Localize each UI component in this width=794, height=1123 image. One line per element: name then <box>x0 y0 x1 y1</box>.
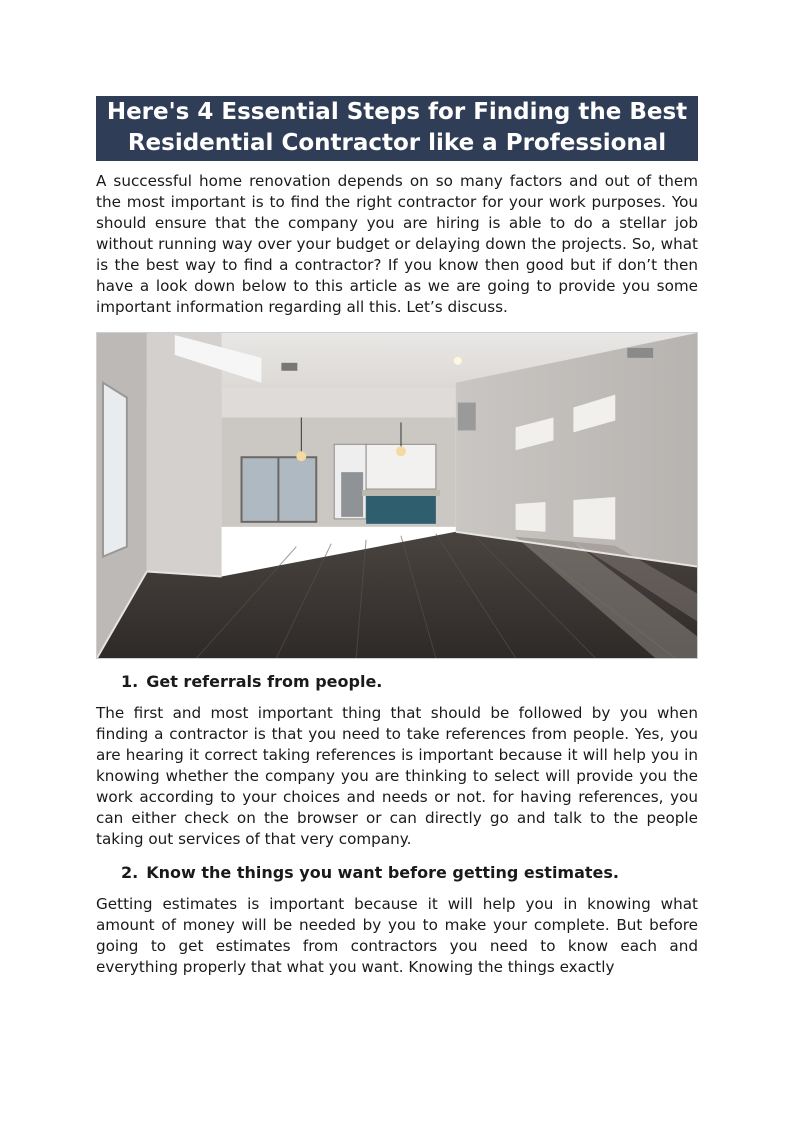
step-2-body: Getting estimates is important because it will help you in knowing what amount of money will be needed by you to make your complete. But before going to get estimates from contractors you need to know each and everything properly that what you want. Knowing the things exactly <box>96 895 698 976</box>
page-title <box>96 96 698 161</box>
step-1-title: Get referrals from people. <box>146 672 383 691</box>
step-2-heading <box>121 862 698 884</box>
step-2-title: Know the things you want before getting estimates. <box>146 863 619 882</box>
step-2-number: 2. <box>121 863 139 882</box>
page-title-line-2: Residential Contractor like a Professional <box>127 130 667 156</box>
document-page <box>96 96 698 978</box>
step-1-body: The first and most important thing that should be followed by you when finding a contractor is that you need to take references from people. Yes, you are hearing it correct taking references is important because it will help you in knowing whether the company you are thinking to select will provide you the work according to your choices and needs or not. for having references, you can either check on the browser or can directly go and talk to the people taking out services of that very company. <box>96 704 698 848</box>
interior-photo-illustration <box>97 333 697 658</box>
step-1-heading <box>121 671 698 693</box>
step-1-number: 1. <box>121 672 139 691</box>
page-title-line-1: Here's 4 Essential Steps for Finding the Best <box>106 99 688 125</box>
intro-paragraph: A successful home renovation depends on so many factors and out of them the most important is to find the right contractor for your work purposes. You should ensure that the company you are hiring is able to do a stellar job without running way over your budget or delaying down the projects. So, what is the best way to find a contractor? If you know then good but if don’t then have a look down below to this article as we are going to provide you some important information regarding all this. Let’s discuss. <box>96 172 698 316</box>
interior-photo <box>96 332 698 659</box>
